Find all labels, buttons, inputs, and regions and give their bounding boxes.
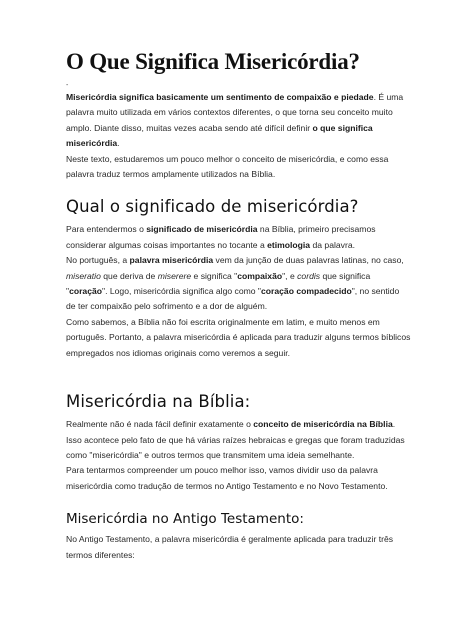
significado-paragraph-2: No português, a palavra misericórdia vem da junção de duas palavras latinas, no caso, miseratio que deriva de miserere e significa "compaixão", e cordis que significa "coração". Logo, misericórdia significa algo como "coração compadecido", no sentido de ter compaixão pelo sofrimento e a dor de alguém. xyxy=(66,255,404,312)
intro-paragraph: Misericórdia significa basicamente um sentimento de compaixão e piedade. É uma palavra muito utilizada em vários contextos diferentes, o que torna seu conceito muito amplo. Diante disso, muitas vezes acaba sendo até difícil definir o que significa misericórdia. xyxy=(66,92,404,149)
significado-paragraph-1: Para entendermos o significado de misericórdia na Bíblia, primeiro precisamos considerar algumas coisas importantes no tocante a etimologia da palavra. xyxy=(66,224,376,250)
antigo-testamento-paragraph: No Antigo Testamento, a palavra misericórdia é geralmente aplicada para traduzir três termos diferentes: xyxy=(66,534,394,560)
intro-bold-question: o que significa misericórdia xyxy=(66,122,373,149)
page-title: O Que Significa Misericórdia? xyxy=(66,49,360,74)
intro-bold-definition: Misericórdia significa basicamente um sentimento de compaixão e piedade xyxy=(66,92,374,102)
biblia-paragraph-2: Para tentarmos compreender um pouco melhor isso, vamos dividir uso da palavra misericórdia como tradução de termos no Antigo Testamento e no Novo Testamento. xyxy=(66,465,388,491)
intro-paragraph-2: Neste texto, estudaremos um pouco melhor o conceito de misericórdia, e como essa palavra traduz termos amplamente utilizados na Bíblia. xyxy=(66,153,389,180)
significado-paragraph-3: Como sabemos, a Bíblia não foi escrita originalmente em latim, e muito menos em português. Portanto, a palavra misericórdia é aplicada para traduzir alguns termos bíblicos empregados nos idiomas originais como veremos a seguir. xyxy=(66,316,411,358)
stray-mark: - xyxy=(66,82,69,89)
section-heading-biblia: Misericórdia na Bíblia: xyxy=(66,392,251,412)
section-heading-antigo-testamento: Misericórdia no Antigo Testamento: xyxy=(66,511,304,528)
section-heading-significado: Qual o significado de misericórdia? xyxy=(66,197,359,217)
document-page xyxy=(66,48,411,563)
biblia-paragraph-1: Realmente não é nada fácil definir exatamente o conceito de misericórdia na Bíblia. Isso acontece pelo fato de que há várias raízes hebraicas e gregas que foram traduzidas como "misericórdia" e outros termos que transmitem uma ideia semelhante. xyxy=(66,419,405,460)
